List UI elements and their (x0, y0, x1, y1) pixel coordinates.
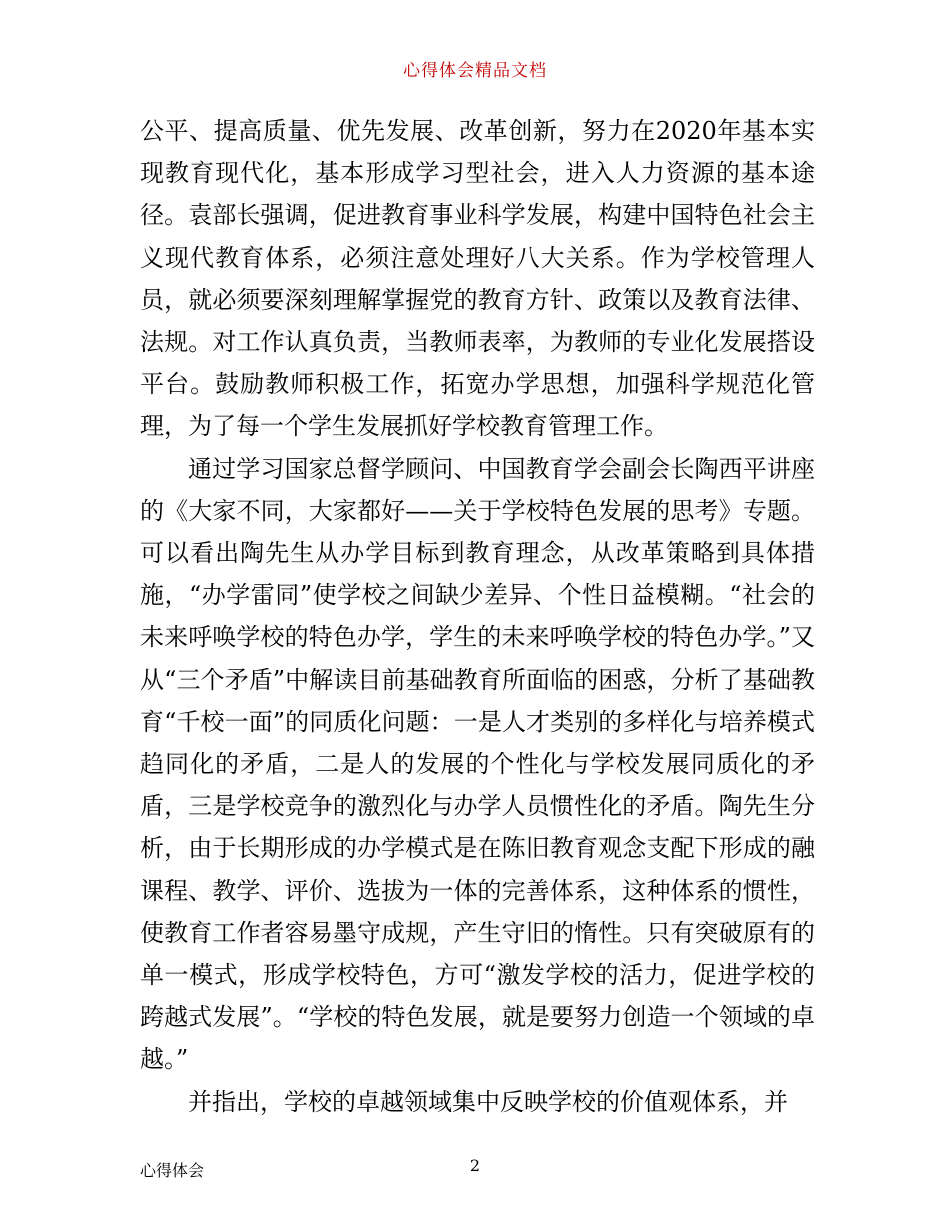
footer-label: 心得体会 (140, 1161, 205, 1180)
paragraph-continuation: 公平、提高质量、优先发展、改革创新，努力在2020年基本实现教育现代化，基本形成学习型社会，进入人力资源的基本途径。袁部长强调，促进教育事业科学发展，构建中国特色社会主义现代教育体系，必须注意处理好八大关系。作为学校管理人员，就必须要深刻理解掌握党的教育方针、政策以及教育法律、法规。对工作认真负责，当教师表率，为教师的专业化发展搭设平台。鼓励教师积极工作，拓宽办学思想，加强科学规范化管理，为了每一个学生发展抓好学校教育管理工作。 (140, 117, 815, 441)
page-number: 2 (469, 1156, 481, 1175)
paragraph-excellence: 并指出，学校的卓越领域集中反映学校的价值观体系，并 (188, 1087, 788, 1116)
paragraph-lecture-summary: 通过学习国家总督学顾问、中国教育学会副会长陶西平讲座的《大家不同，大家都好——关于学校特色发展的思考》专题。可以看出陶先生从办学目标到教育理念，从改革策略到具体措施，“办学雷同”使学校之间缺少差异、个性日益模糊。“社会的未来呼唤学校的特色办学，学生的未来呼唤学校的特色办学。”又从“三个矛盾”中解读目前基础教育所面临的困惑，分析了基础教育“千校一面”的同质化问题：一是人才类别的多样化与培养模式趋同化的矛盾，二是人的发展的个性化与学校发展同质化的矛盾，三是学校竞争的激烈化与办学人员惯性化的矛盾。陶先生分析，由于长期形成的办学模式是在陈旧教育观念支配下形成的融课程、教学、评价、选拔为一体的完善体系，这种体系的惯性，使教育工作者容易墨守成规，产生守旧的惰性。只有突破原有的单一模式，形成学校特色，方可“激发学校的活力，促进学校的跨越式发展”。“学校的特色发展，就是要努力创造一个领域的卓越。” (140, 454, 815, 1074)
document-body (140, 110, 815, 1123)
page-header-title: 心得体会精品文档 (403, 61, 547, 81)
